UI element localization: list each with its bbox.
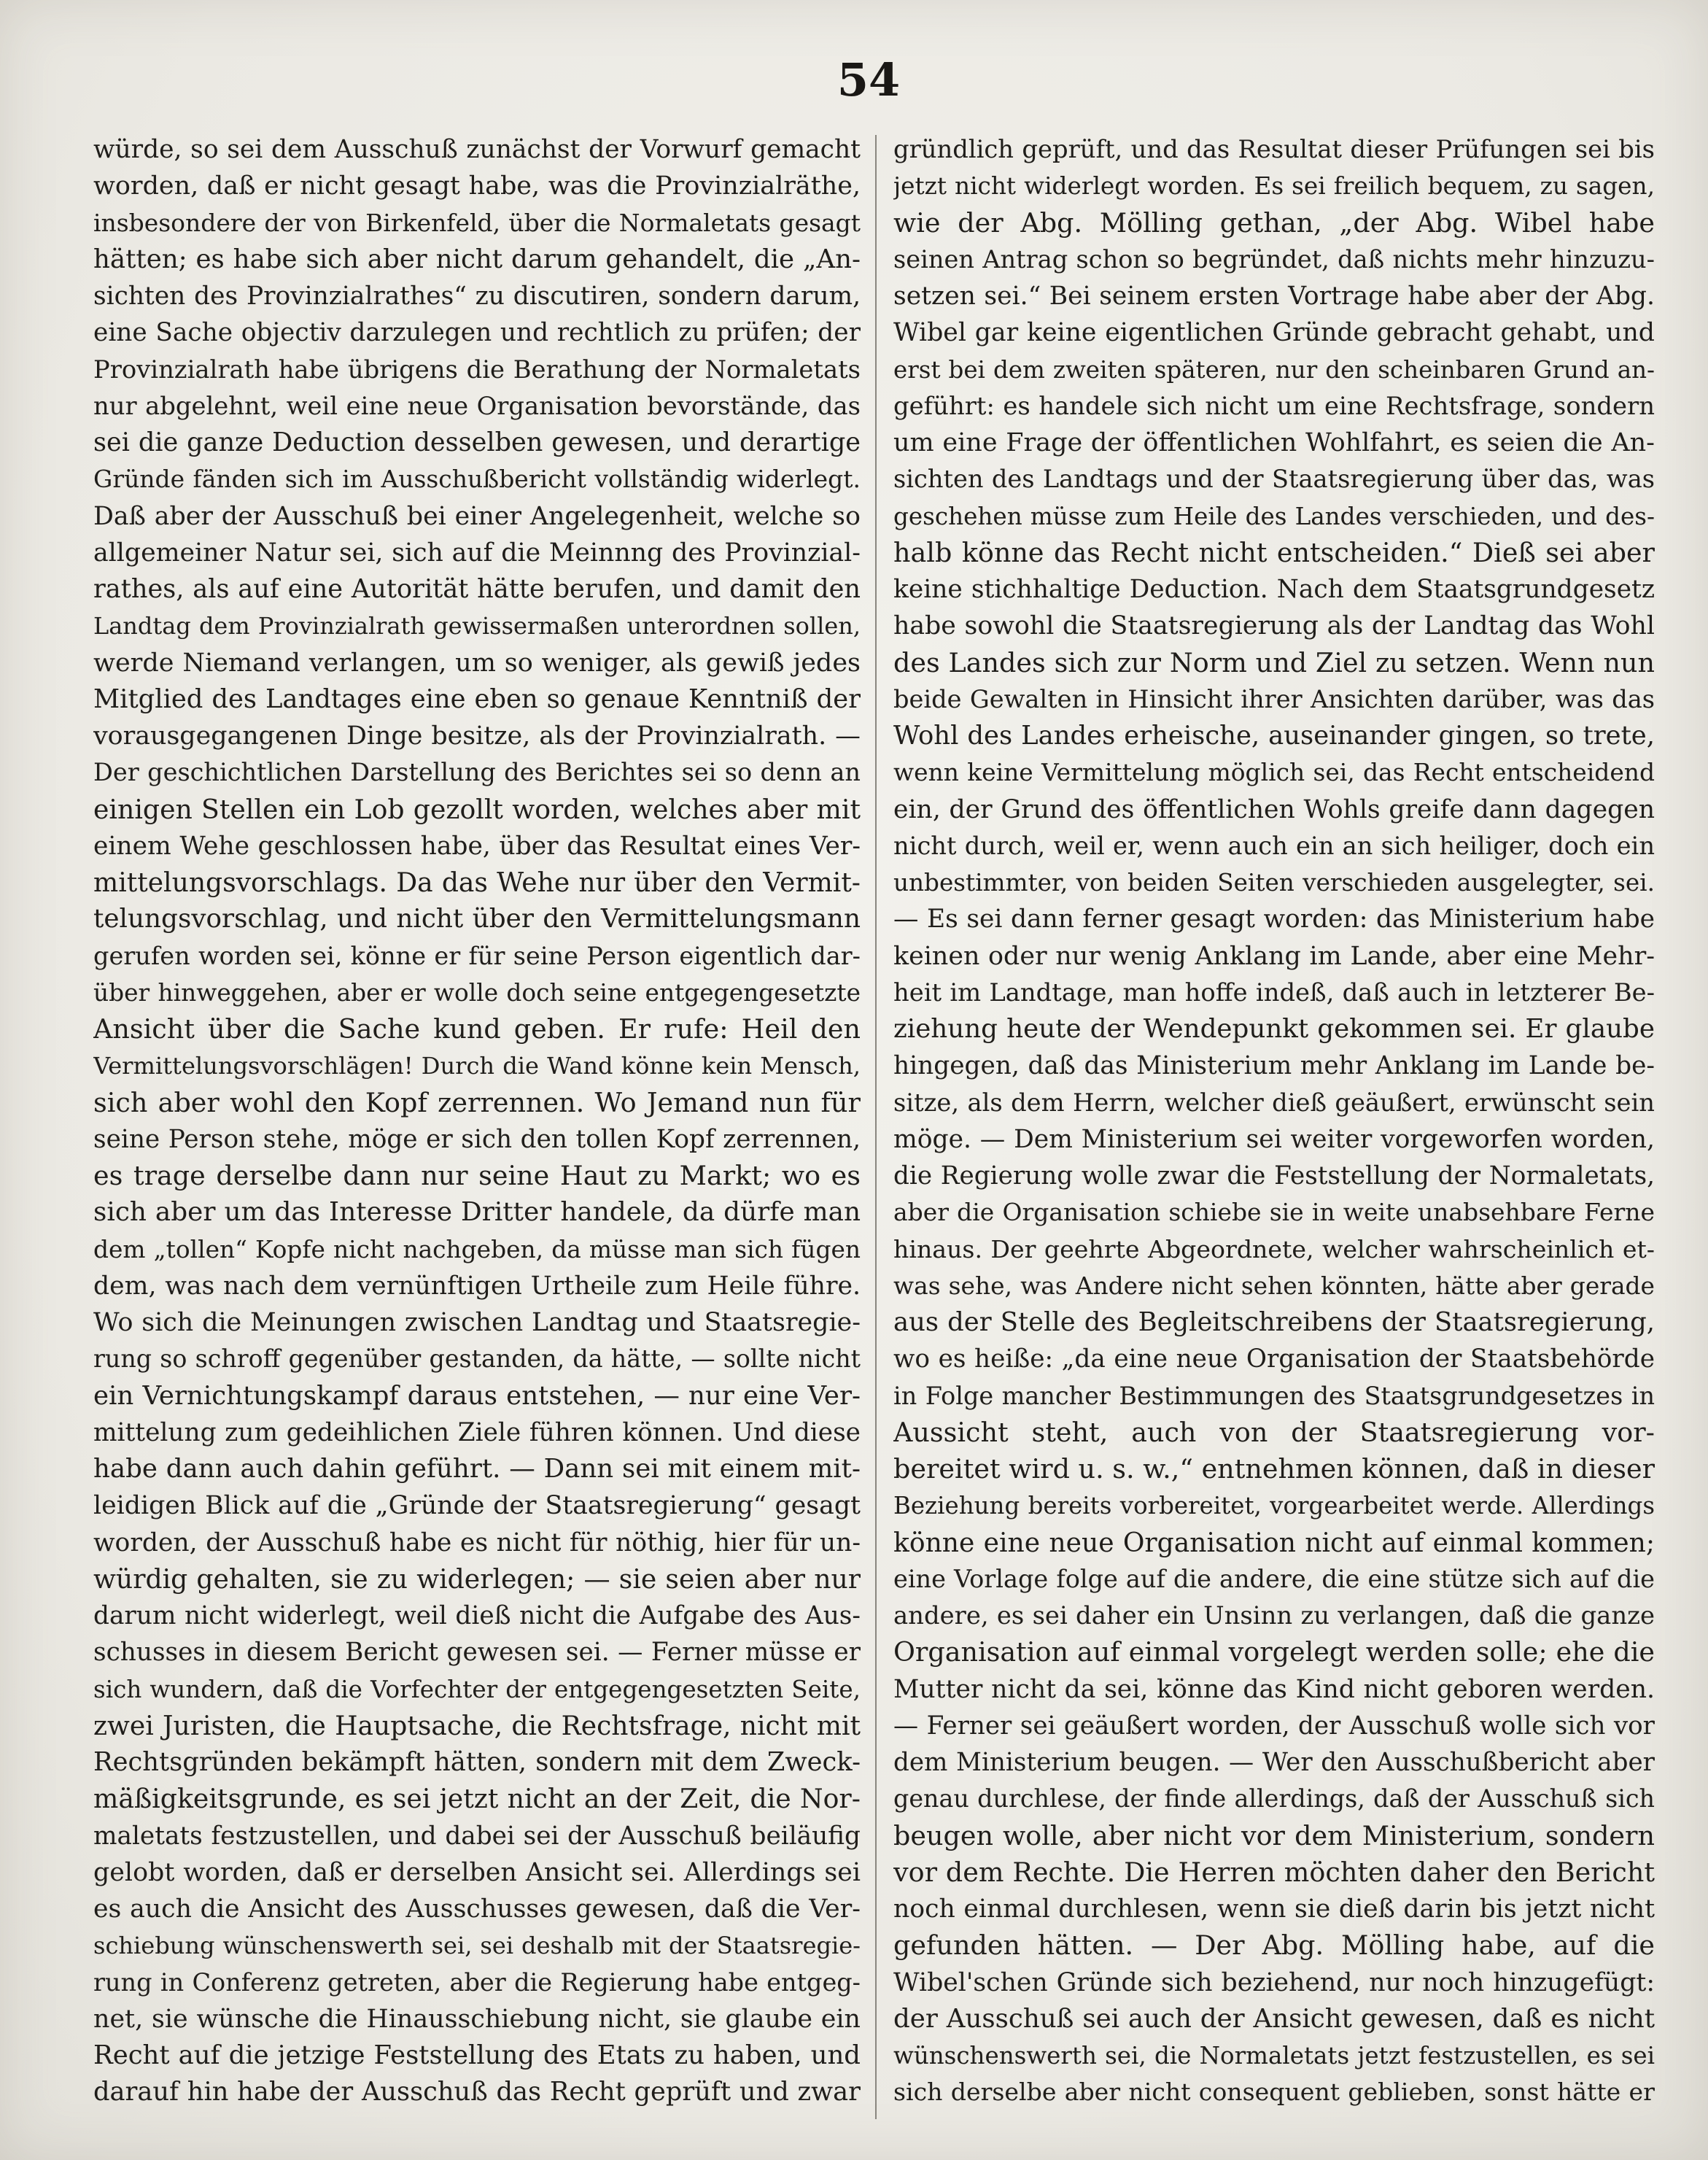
text-line: gerufen worden sei, könne er für seine Person eigentlich dar- (93, 941, 861, 970)
text-line: leidigen Blick auf die „Gründe der Staatsregierung“ gesagt (93, 1491, 861, 1521)
text-line: geführt: es handele sich nicht um eine Rechtsfrage, sondern (893, 391, 1655, 420)
text-line: einem Wehe geschlossen habe, über das Resultat eines Ver- (93, 831, 861, 861)
text-line: schusses in diesem Bericht gewesen sei. — Ferner müsse er (93, 1638, 861, 1668)
right-text-column (893, 131, 1655, 2111)
text-line: jetzt nicht widerlegt worden. Es sei freilich bequem, zu sagen, (893, 172, 1655, 201)
text-line: würdig gehalten, sie zu widerlegen; — sie seien aber nur (93, 1563, 861, 1595)
text-line: mittelung zum gedeihlichen Ziele führen können. Und diese (93, 1417, 861, 1447)
text-line: mäßigkeitsgrunde, es sei jetzt nicht an der Zeit, die Nor- (93, 1783, 861, 1815)
text-line: net, sie wünsche die Hinausschiebung nicht, sie glaube ein (93, 2004, 861, 2034)
text-line: um eine Frage der öffentlichen Wohlfahrt, es seien die An- (893, 428, 1655, 457)
text-line: Wohl des Landes erheische, auseinander gingen, so trete, (893, 721, 1655, 751)
text-line: geschehen müsse zum Heile des Landes verschieden, und des- (893, 502, 1655, 530)
text-line: Aussicht steht, auch von der Staatsregierung vor- (893, 1416, 1655, 1448)
text-line: dem Ministerium beugen. — Wer den Ausschußbericht aber (893, 1748, 1655, 1777)
text-line: des Landes sich zur Norm und Ziel zu setzen. Wenn nun (893, 646, 1655, 678)
text-line: der Ausschuß sei auch der Ansicht gewesen, daß es nicht (893, 2003, 1655, 2034)
text-line: andere, es sei daher ein Unsinn zu verlangen, daß die ganze (893, 1601, 1655, 1630)
text-line: sichten des Provinzialrathes“ zu discutiren, sondern darum, (93, 282, 861, 311)
text-line: bereitet wird u. s. w.,“ entnehmen können, daß in dieser (893, 1453, 1655, 1484)
text-line: schiebung wünschenswerth sei, sei deshalb mit der Staatsregie- (93, 1932, 861, 1960)
left-text-column (93, 131, 861, 2111)
text-line: worden, der Ausschuß habe es nicht für nöthig, hier für un- (93, 1528, 861, 1557)
text-line: eine Vorlage folge auf die andere, die eine stütze sich auf die (893, 1564, 1655, 1593)
text-line: nur abgelehnt, weil eine neue Organisation bevorstände, das (93, 391, 861, 420)
text-line: ein Vernichtungskampf daraus entstehen, — nur eine Ver- (93, 1380, 861, 1411)
text-line: ein, der Grund des öffentlichen Wohls greife dann dagegen (893, 794, 1655, 824)
text-line: habe sowohl die Staatsregierung als der Landtag das Wohl (893, 611, 1655, 641)
text-line: werde Niemand verlangen, um so weniger, als gewiß jedes (93, 648, 861, 678)
text-line: — Ferner sei geäußert worden, der Ausschuß wolle sich vor (893, 1711, 1655, 1741)
text-line: hinaus. Der geehrte Abgeordnete, welcher wahrscheinlich et- (893, 1234, 1655, 1263)
text-line: — Es sei dann ferner gesagt worden: das Ministerium habe (893, 905, 1655, 934)
text-line: telungsvorschlag, und nicht über den Vermittelungsmann (93, 904, 861, 934)
text-line: wenn keine Vermittelung möglich sei, das Recht entscheidend (893, 758, 1655, 787)
text-line: maletats festzustellen, und dabei sei der Ausschuß beiläufig (93, 1821, 861, 1851)
text-line: Gründe fänden sich im Ausschußbericht vollständig widerlegt. (93, 465, 861, 494)
text-line: Wibel gar keine eigentlichen Gründe gebracht gehabt, und (893, 318, 1655, 348)
text-line: könne eine neue Organisation nicht auf einmal kommen; (893, 1527, 1655, 1558)
text-line: in Folge mancher Bestimmungen des Staatsgrundgesetzes in (893, 1381, 1655, 1410)
text-line: Beziehung bereits vorbereitet, vorgearbeitet werde. Allerdings (893, 1492, 1655, 1520)
text-line: rung in Conferenz getreten, aber die Regierung habe entgeg- (93, 1967, 861, 1997)
text-line: unbestimmter, von beiden Seiten verschieden ausgelegter, sei. (893, 869, 1655, 897)
text-line: Recht auf die jetzige Feststellung des Etats zu haben, und (93, 2040, 861, 2070)
text-line: Daß aber der Ausschuß bei einer Angelegenheit, welche so (93, 501, 861, 531)
column-divider (875, 135, 877, 2119)
text-line: sichten des Landtags und der Staatsregierung über das, was (893, 465, 1655, 494)
text-line: würde, so sei dem Ausschuß zunächst der Vorwurf gemacht (93, 135, 861, 164)
text-line: darum nicht widerlegt, weil dieß nicht die Aufgabe des Aus- (93, 1601, 861, 1630)
text-line: Mutter nicht da sei, könne das Kind nicht geboren werden. (893, 1674, 1655, 1704)
text-line: seine Person stehe, möge er sich den tollen Kopf zerrennen, (93, 1124, 861, 1154)
text-line: es auch die Ansicht des Ausschusses gewesen, daß die Ver- (93, 1894, 861, 1924)
text-line: beugen wolle, aber nicht vor dem Ministerium, sondern (893, 1819, 1655, 1851)
text-line: wie der Abg. Mölling gethan, „der Abg. Wibel habe (893, 206, 1655, 239)
text-line: ziehung heute der Wendepunkt gekommen sei. Er glaube (893, 1014, 1655, 1044)
text-line: halb könne das Recht nicht entscheiden.“ Dieß sei aber (893, 536, 1655, 568)
text-line: sei die ganze Deduction desselben gewesen, und derartige (93, 427, 861, 457)
text-line: über hinweggehen, aber er wolle doch seine entgegengesetzte (93, 978, 861, 1007)
text-line: vor dem Rechte. Die Herren möchten daher den Bericht (893, 1856, 1655, 1888)
text-line: eine Sache objectiv darzulegen und rechtlich zu prüfen; der (93, 318, 861, 348)
text-line: setzen sei.“ Bei seinem ersten Vortrage habe aber der Abg. (893, 282, 1655, 311)
text-line: insbesondere der von Birkenfeld, über die Normaletats gesagt (93, 208, 861, 237)
text-line: was sehe, was Andere nicht sehen könnten, hätte aber gerade (893, 1271, 1655, 1300)
text-line: wo es heiße: „da eine neue Organisation der Staatsbehörde (893, 1344, 1655, 1374)
text-line: aber die Organisation schiebe sie in weite unabsehbare Ferne (893, 1198, 1655, 1227)
text-line: gefunden hätten. — Der Abg. Mölling habe, auf die (893, 1929, 1655, 1962)
text-line: Wo sich die Meinungen zwischen Landtag und Staatsregie- (93, 1308, 861, 1337)
text-line: heit im Landtage, man hoffe indeß, daß auch in letzterer Be- (893, 978, 1655, 1007)
text-line: einigen Stellen ein Lob gezollt worden, welches aber mit (93, 793, 861, 825)
text-line: Provinzialrath habe übrigens die Berathung der Normaletats (93, 355, 861, 384)
text-line: vorausgegangenen Dinge besitze, als der Provinzialrath. — (93, 721, 861, 751)
text-line: dem „tollen“ Kopfe nicht nachgeben, da müsse man sich fügen (93, 1235, 861, 1263)
text-line: Mitglied des Landtages eine eben so genaue Kenntniß der (93, 684, 861, 714)
text-line: sich derselbe aber nicht consequent geblieben, sonst hätte er (893, 2078, 1655, 2107)
text-line: sitze, als dem Herrn, welcher dieß geäußert, erwünscht sein (893, 1088, 1655, 1117)
text-line: darauf hin habe der Ausschuß das Recht geprüft und zwar (93, 2077, 861, 2107)
text-line: genau durchlese, der finde allerdings, daß der Ausschuß sich (893, 1784, 1655, 1813)
text-line: worden, daß er nicht gesagt habe, was die Provinzialräthe, (93, 171, 861, 201)
text-line: keinen oder nur wenig Anklang im Lande, aber eine Mehr- (893, 941, 1655, 971)
text-line: Landtag dem Provinzialrath gewissermaßen unterordnen sollen, (93, 612, 861, 640)
text-line: dem, was nach dem vernünftigen Urtheile zum Heile führe. (93, 1271, 861, 1301)
text-line: sich aber um das Interesse Dritter handele, da dürfe man (93, 1197, 861, 1228)
text-line: keine stichhaltige Deduction. Nach dem Staatsgrundgesetz (893, 575, 1655, 604)
text-line: Rechtsgründen bekämpft hätten, sondern mit dem Zweck- (93, 1747, 861, 1777)
text-line: wünschenswerth sei, die Normaletats jetzt festzustellen, es sei (893, 2042, 1655, 2070)
text-line: rathes, als auf eine Autorität hätte berufen, und damit den (93, 574, 861, 604)
text-line: Wibel'schen Gründe sich beziehend, nur noch hinzugefügt: (893, 1967, 1655, 1997)
text-line: Der geschichtlichen Darstellung des Berichtes sei so denn an (93, 758, 861, 787)
text-line: es trage derselbe dann nur seine Haut zu Markt; wo es (93, 1160, 861, 1191)
text-line: gründlich geprüft, und das Resultat dieser Prüfungen sei bis (893, 135, 1655, 163)
text-line: noch einmal durchlesen, wenn sie dieß darin bis jetzt nicht (893, 1894, 1655, 1924)
text-line: Vermittelungsvorschlägen! Durch die Wand könne kein Mensch, (93, 1052, 861, 1080)
text-line: mittelungsvorschlags. Da das Wehe nur über den Vermit- (93, 867, 861, 898)
text-line: erst bei dem zweiten späteren, nur den scheinbaren Grund an- (893, 355, 1655, 384)
text-line: nicht durch, weil er, wenn auch ein an sich heiliger, doch ein (893, 831, 1655, 860)
text-line: gelobt worden, daß er derselben Ansicht sei. Allerdings sei (93, 1857, 861, 1887)
page-number: 54 (836, 53, 901, 107)
text-line: die Regierung wolle zwar die Feststellung der Normaletats, (893, 1161, 1655, 1191)
text-line: seinen Antrag schon so begründet, daß nichts mehr hinzuzu- (893, 244, 1655, 274)
text-line: beide Gewalten in Hinsicht ihrer Ansichten darüber, was das (893, 684, 1655, 713)
text-line: allgemeiner Natur sei, sich auf die Meinnng des Provinzial- (93, 538, 861, 568)
text-line: zwei Juristen, die Hauptsache, die Rechtsfrage, nicht mit (93, 1710, 861, 1741)
text-line: Organisation auf einmal vorgelegt werden solle; ehe die (893, 1636, 1655, 1668)
text-line: Ansicht über die Sache kund geben. Er rufe: Heil den (93, 1013, 861, 1045)
text-line: hätten; es habe sich aber nicht darum gehandelt, die „An- (93, 244, 861, 274)
text-line: sich aber wohl den Kopf zerrennen. Wo Jemand nun für (93, 1086, 861, 1118)
text-line: habe dann auch dahin geführt. — Dann sei mit einem mit- (93, 1454, 861, 1484)
text-line: möge. — Dem Ministerium sei weiter vorgeworfen worden, (893, 1124, 1655, 1154)
text-line: sich wundern, daß die Vorfechter der entgegengesetzten Seite, (93, 1675, 861, 1703)
text-line: aus der Stelle des Begleitschreibens der Staatsregierung, (893, 1307, 1655, 1337)
text-line: hingegen, daß das Ministerium mehr Anklang im Lande be- (893, 1051, 1655, 1081)
text-line: rung so schroff gegenüber gestanden, da hätte, — sollte nicht (93, 1344, 861, 1374)
